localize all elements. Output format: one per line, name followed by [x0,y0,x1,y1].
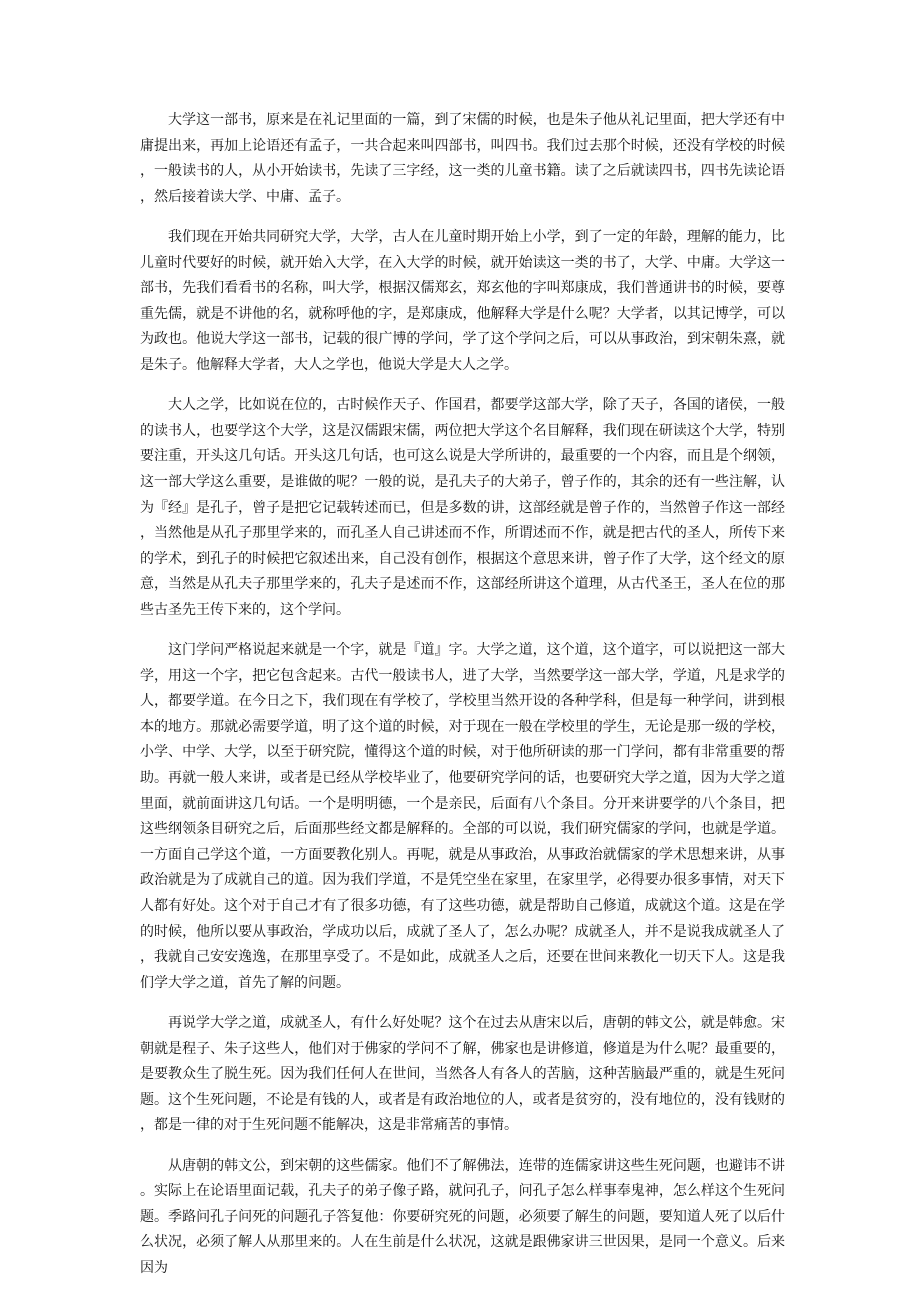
paragraph-5: 再说学大学之道，成就圣人，有什么好处呢？这个在过去从唐宋以后，唐朝的韩文公，就是韩愈。宋朝就是程子、朱子这些人，他们对于佛家的学问不了解，佛家也是讲修道，修道是为什么呢？最重要的，是要教众生了脱生死。因为我们任何人在世间，当然各人有各人的苦脑，这种苦脑最严重的，就是生死问题。这个生死问题，不论是有钱的人，或者是有政治地位的人，或者是贫穷的，没有地位的，没有钱财的，都是一律的对于生死问题不能解决，这是非常痛苦的事情。 [140,1014,785,1134]
paragraph-6: 从唐朝的韩文公，到宋朝的这些儒家。他们不了解佛法，连带的连儒家讲这些生死问题，也避讳不讲。实际上在论语里面记载，孔夫子的弟子像子路，就问孔子，问孔子怎么样事奉鬼神，怎么样这个生死问题。季路问孔子问死的问题孔子答复他：你要研究死的问题，必须要了解生的问题，要知道人死了以后什么状况，必须了解人从那里来的。人在生前是什么状况，这就是跟佛家讲三世因果，是同一个意义。后来因为 [140,1157,785,1276]
paragraph-3: 大人之学，比如说在位的，古时候作天子、作国君，都要学这部大学，除了天子，各国的诸侯，一般的读书人，也要学这个大学，这是汉儒跟宋儒，两位把大学这个名目解释，我们现在研读这个大学，特别要注重，开头这几句话。开头这几句话，也可这么说是大学所讲的，最重要的一个内容，而且是个纲领，这一部大学这么重要，是谁做的呢？一般的说，是孔夫子的大弟子，曾子作的，其余的还有一些注解，认为『经』是孔子，曾子是把它记载转述而已，但是多数的讲，这部经就是曾子作的，当然曾子作这一部经，当然他是从孔子那里学来的，而孔圣人自己讲述而不作，所谓述而不作，就是把古代的圣人，所传下来的学术，到孔子的时候把它叙述出来，自己没有创作，根据这个意思来讲，曾子作了大学，这个经文的原意，当然是从孔夫子那里学来的，孔夫子是述而不作，这部经所讲这个道理，从古代圣王，圣人在位的那些古圣先王传下来的，这个学问。 [140,397,785,618]
paragraph-2: 我们现在开始共同研究大学，大学，古人在儿童时期开始上小学，到了一定的年龄，理解的能力，比儿童时代要好的时候，就开始入大学，在入大学的时候，就开始读这一类的书了，大学、中庸。大学这一部书，先我们看看书的名称，叫大学，根据汉儒郑玄，郑玄他的字叫郑康成，我们普通讲书的时候，要尊重先儒，就是不讲他的名，就称呼他的字，是郑康成，他解释大学是什么呢？大学者，以其记博学，可以为政也。他说大学这一部书，记载的很广博的学问，学了这个学问之后，可以从事政治，到宋朝朱熹，就是朱子。他解释大学者，大人之学也，他说大学是大人之学。 [140,228,785,373]
document-page [140,108,785,1296]
paragraph-1: 大学这一部书，原来是在礼记里面的一篇，到了宋儒的时候，也是朱子他从礼记里面，把大学还有中庸提出来，再加上论语还有孟子，一共合起来叫四部书，叫四书。我们过去那个时候，还没有学校的时候，一般读书的人，从小开始读书，先读了三字经，这一类的儿童书籍。读了之后就读四书，四书先读论语，然后接着读大学、中庸、孟子。 [140,112,785,205]
paragraph-4: 这门学问严格说起来就是一个字，就是『道』字。大学之道，这个道，这个道字，可以说把这一部大学，用这一个字，把它包含起来。古代一般读书人，进了大学，当然要学这一部大学，学道，凡是求学的人，都要学道。在今日之下，我们现在有学校了，学校里当然开设的各种学科，但是每一种学问，讲到根本的地方。那就必需要学道，明了这个道的时候，对于现在一般在学校里的学生，无论是那一级的学校，小学、中学、大学，以至于研究院，懂得这个道的时候，对于他所研读的那一门学问，都有非常重要的帮助。再就一般人来讲，或者是已经从学校毕业了，他要研究学问的话，也要研究大学之道，因为大学之道里面，就前面讲这几句话。一个是明明德，一个是亲民，后面有八个条目。分开来讲要学的八个条目，把这些纲领条目研究之后，后面那些经文都是解释的。全部的可以说，我们研究儒家的学问，也就是学道。一方面自己学这个道，一方面要教化别人。再呢，就是从事政治，从事政治就儒家的学术思想来讲，从事政治就是为了成就自己的道。因为我们学道，不是凭空坐在家里，在家里学，必得要办很多事情，对天下人都有好处。这个对于自己才有了很多功德，有了这些功德，就是帮助自己修道，成就这个道。这是在学的时候，他所以要从事政治，学成功以后，成就了圣人了，怎么办呢？成就圣人，并不是说我成就圣人了，我就自己安安逸逸，在那里享受了。不是如此，成就圣人之后，还要在世间来教化一切天下人。这是我们学大学之道，首先了解的问题。 [140,642,785,991]
